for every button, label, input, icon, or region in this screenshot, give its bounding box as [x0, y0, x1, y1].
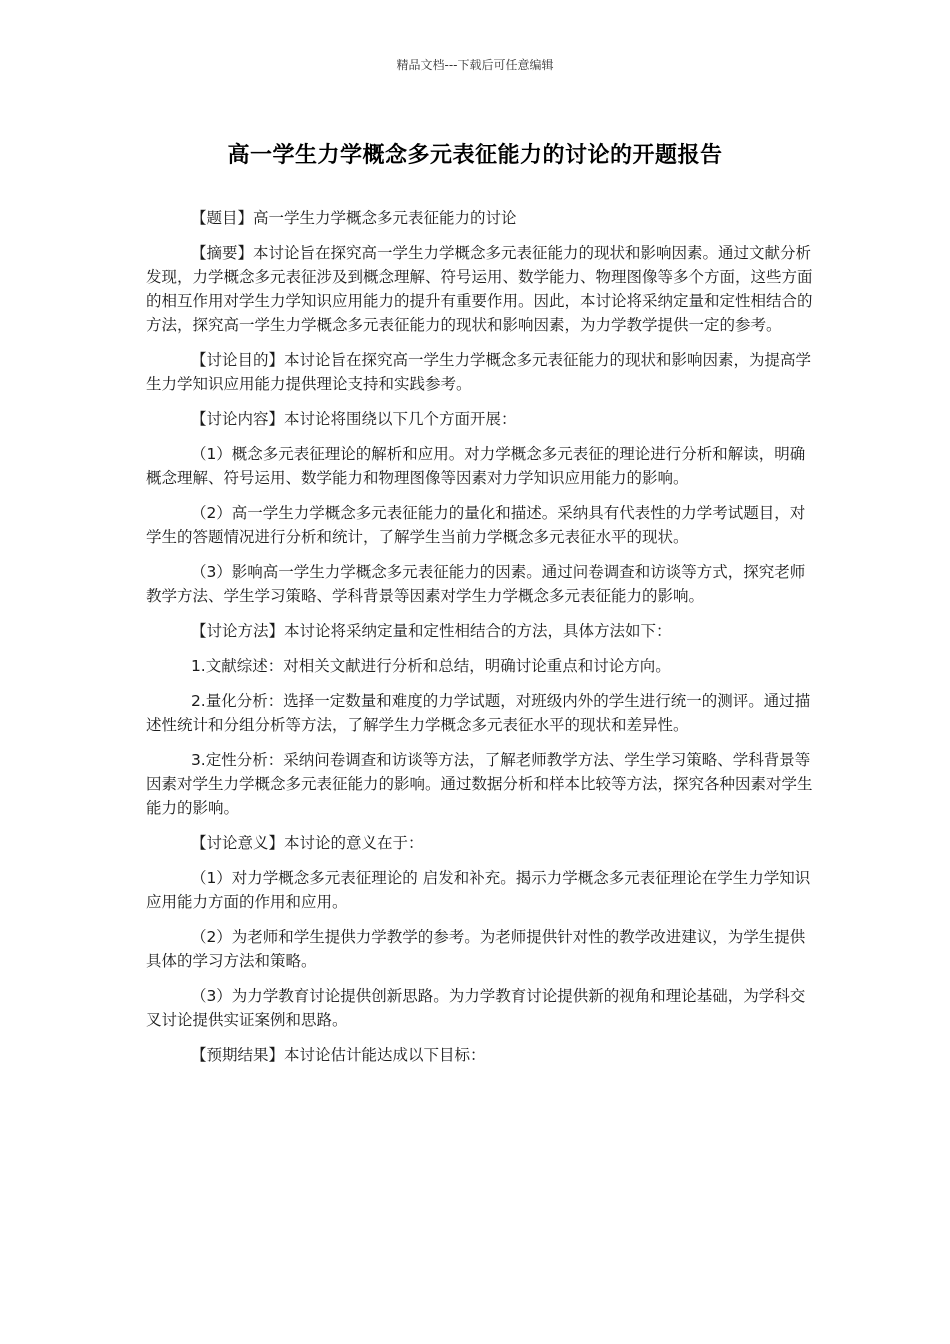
paragraph-content-item-2: （2）高一学生力学概念多元表征能力的量化和描述。采纳具有代表性的力学考试题目，对学生的答题情况进行分析和统计，了解学生当前力学概念多元表征水平的现状。 — [146, 504, 806, 546]
paragraph-purpose: 【讨论目的】本讨论旨在探究高一学生力学概念多元表征能力的现状和影响因素，为提高学生力学知识应用能力提供理论支持和实践参考。 — [146, 351, 811, 393]
paragraph-method-intro: 【讨论方法】本讨论将采纳定量和定性相结合的方法，具体方法如下： — [190, 622, 672, 640]
paragraph-abstract: 【摘要】本讨论旨在探究高一学生力学概念多元表征能力的现状和影响因素。通过文献分析发现，力学概念多元表征涉及到概念理解、符号运用、数学能力、物理图像等多个方面，这些方面的相互作用对学生力学知识应用能力的提升有重要作用。因此，本讨论将采纳定量和定性相结合的方法，探究高一学生力学概念多元表征能力的现状和影响因素，为力学教学提供一定的参考。 — [146, 244, 813, 334]
paragraph-expected-results: 【预期结果】本讨论估计能达成以下目标： — [190, 1046, 486, 1064]
document-body — [146, 206, 814, 1078]
paragraph-significance-2: （2）为老师和学生提供力学教学的参考。为老师提供针对性的教学改进建议，为学生提供具体的学习方法和策略。 — [146, 928, 806, 970]
document-title: 高一学生力学概念多元表征能力的讨论的开题报告 — [227, 143, 723, 168]
paragraph-significance-1: （1）对力学概念多元表征理论的 启发和补充。揭示力学概念多元表征理论在学生力学知识应用能力方面的作用和应用。 — [146, 869, 811, 911]
paragraph-significance-3: （3）为力学教育讨论提供创新思路。为力学教育讨论提供新的视角和理论基础，为学科交叉讨论提供实证案例和思路。 — [146, 987, 806, 1029]
paragraph-content-item-1: （1）概念多元表征理论的解析和应用。对力学概念多元表征的理论进行分析和解读，明确概念理解、符号运用、数学能力和物理图像等因素对力学知识应用能力的影响。 — [146, 445, 806, 487]
paragraph-method-2: 2.量化分析：选择一定数量和难度的力学试题，对班级内外的学生进行统一的测评。通过描述性统计和分组分析等方法，了解学生力学概念多元表征水平的现状和差异性。 — [146, 692, 811, 734]
paragraph-method-1: 1.文献综述：对相关文献进行分析和总结，明确讨论重点和讨论方向。 — [190, 657, 671, 675]
paragraph-topic: 【题目】高一学生力学概念多元表征能力的讨论 — [190, 209, 517, 227]
paragraph-significance-intro: 【讨论意义】本讨论的意义在于： — [190, 834, 424, 852]
paragraph-content-item-3: （3）影响高一学生力学概念多元表征能力的因素。通过问卷调查和访谈等方式，探究老师教学方法、学生学习策略、学科背景等因素对学生力学概念多元表征能力的影响。 — [146, 563, 806, 605]
header-note: 精品文档---下载后可任意编辑 — [396, 58, 554, 72]
paragraph-method-3: 3.定性分析：采纳问卷调查和访谈等方法，了解老师教学方法、学生学习策略、学科背景等因素对学生力学概念多元表征能力的影响。通过数据分析和样本比较等方法，探究各种因素对学生能力的影响。 — [146, 751, 813, 817]
paragraph-content-intro: 【讨论内容】本讨论将围绕以下几个方面开展： — [190, 410, 517, 428]
